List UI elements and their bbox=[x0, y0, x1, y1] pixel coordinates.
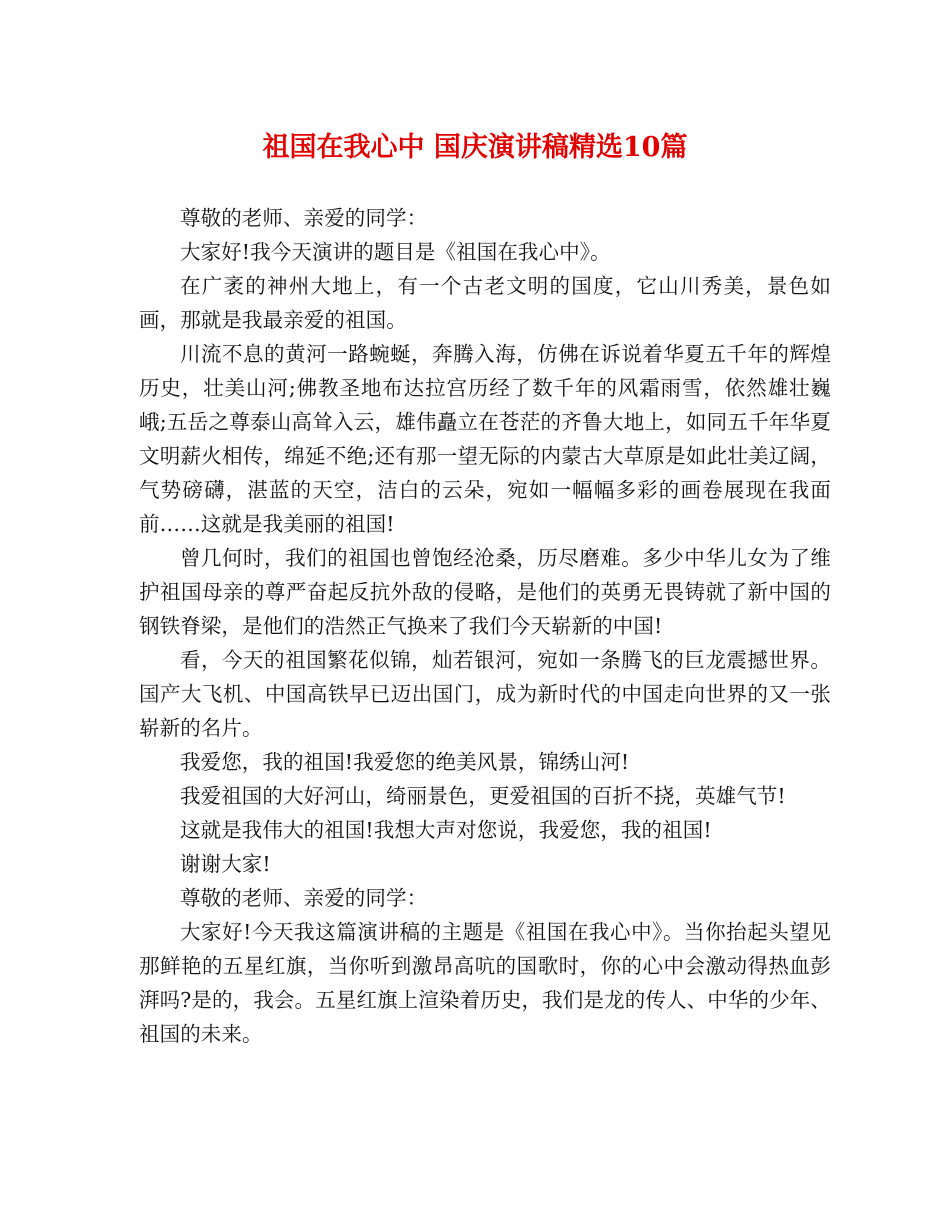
paragraph-today: 看，今天的祖国繁花似锦，灿若银河，宛如一条腾飞的巨龙震撼世界。国产大飞机、中国高铁早已迈出国门，成为新时代的中国走向世界的又一张崭新的名片。 bbox=[139, 648, 831, 740]
paragraph-greeting-2: 尊敬的老师、亲爱的同学： bbox=[180, 886, 428, 910]
paragraph-scenery: 川流不息的黄河一路蜿蜒，奔腾入海，仿佛在诉说着华夏五千年的辉煌历史，壮美山河;佛教圣地布达拉宫历经了数千年的风霜雨雪，依然雄壮巍峨;五岳之尊泰山高耸入云，雄伟矗立在苍茫的齐鲁大地上，如同五千年华夏文明薪火相传，绵延不绝;还有那一望无际的内蒙古大草原是如此壮美辽阔，气势磅礴，湛蓝的天空，洁白的云朵，宛如一幅幅多彩的画卷展现在我面前……这就是我美丽的祖国! bbox=[139, 342, 831, 536]
document-body bbox=[139, 201, 831, 1051]
paragraph-intro-2: 大家好!今天我这篇演讲稿的主题是《祖国在我心中》。当你抬起头望见那鲜艳的五星红旗，当你听到激昂高吭的国歌时，你的心中会激动得热血彭湃吗?是的，我会。五星红旗上渲染着历史，我们是龙的传人、中华的少年、祖国的未来。 bbox=[139, 920, 831, 1046]
paragraph-intro: 大家好!我今天演讲的题目是《祖国在我心中》。 bbox=[180, 240, 611, 264]
paragraph-history: 曾几何时，我们的祖国也曾饱经沧桑，历尽磨难。多少中华儿女为了维护祖国母亲的尊严奋起反抗外敌的侵略，是他们的英勇无畏铸就了新中国的钢铁脊梁，是他们的浩然正气换来了我们今天崭新的中国! bbox=[139, 546, 831, 638]
paragraph-love-1: 我爱您，我的祖国!我爱您的绝美风景，锦绣山河! bbox=[180, 750, 630, 774]
paragraph-thanks: 谢谢大家! bbox=[180, 852, 271, 876]
paragraph-love-3: 这就是我伟大的祖国!我想大声对您说，我爱您，我的祖国! bbox=[180, 818, 712, 842]
paragraph-greeting: 尊敬的老师、亲爱的同学： bbox=[180, 206, 428, 230]
document-title: 祖国在我心中 国庆演讲稿精选10篇 bbox=[262, 132, 688, 163]
paragraph-love-2: 我爱祖国的大好河山，绮丽景色，更爱祖国的百折不挠，英雄气节! bbox=[180, 784, 786, 808]
paragraph-land: 在广袤的神州大地上，有一个古老文明的国度，它山川秀美，景色如画，那就是我最亲爱的祖国。 bbox=[139, 274, 831, 332]
